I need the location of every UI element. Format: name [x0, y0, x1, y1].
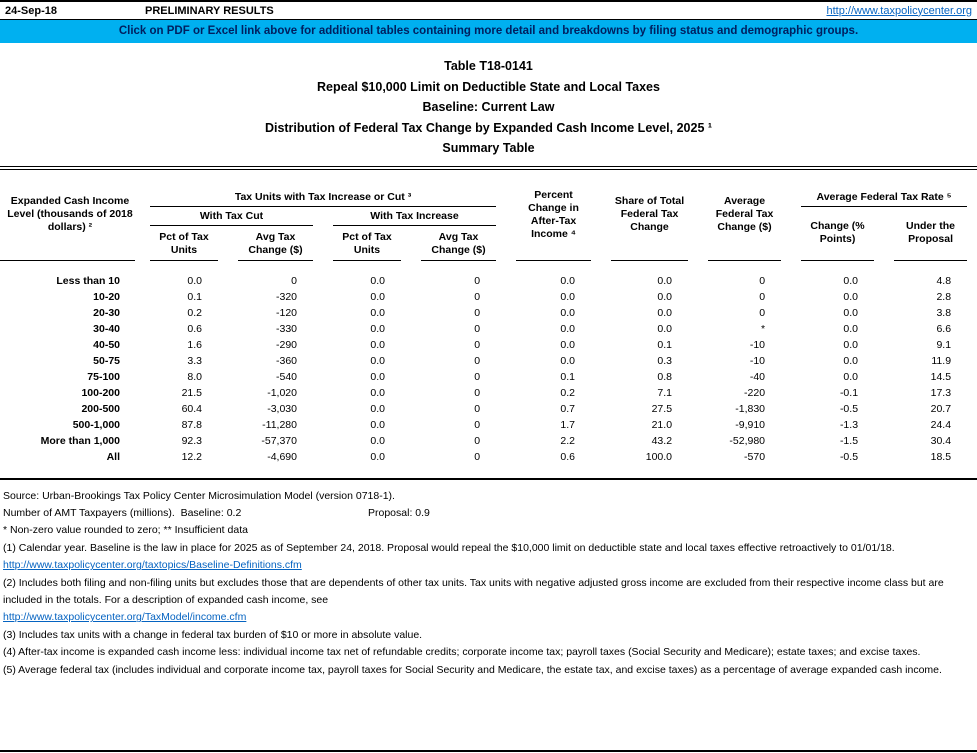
- note-1: (1) Calendar year. Baseline is the law in place for 2025 as of September 24, 2018. Proposal would repeal the $10,000 limit on deductible state and local taxes effective retroactively to 01/01/18.: [3, 541, 895, 554]
- cell-cut_avg: -320: [275, 290, 297, 303]
- group-header-tax-units: Tax Units with Tax Increase or Cut ³: [140, 168, 506, 207]
- table-row: [0, 353, 977, 369]
- cell-ati_pct: 0.7: [560, 402, 576, 415]
- amt-baseline-value: Baseline: 0.2: [180, 506, 242, 519]
- cell-inc_avg: 0: [474, 354, 481, 367]
- cell-avg_change: -220: [744, 386, 766, 399]
- cell-cut_pct: 60.4: [181, 402, 202, 415]
- cell-cut_pct: 92.3: [181, 434, 202, 447]
- row-label: 30-40: [93, 322, 120, 335]
- cell-inc_avg: 0: [474, 450, 481, 463]
- cell-ati_pct: 0.0: [560, 338, 576, 351]
- cell-inc_avg: 0: [474, 306, 481, 319]
- amt-proposal-value: Proposal: 0.9: [368, 506, 430, 519]
- cell-cut_avg: -4,690: [267, 450, 297, 463]
- cell-ati_pct: 0.6: [560, 450, 576, 463]
- summary-table: [0, 166, 977, 480]
- cell-rate_change: -0.1: [839, 386, 859, 399]
- cell-avg_change: -40: [749, 370, 766, 383]
- cell-rate_proposal: 17.3: [930, 386, 952, 399]
- cell-inc_avg: 0: [474, 290, 481, 303]
- cell-inc_avg: 0: [474, 274, 481, 287]
- cell-rate_proposal: 4.8: [936, 274, 952, 287]
- col-header-rate-proposal: Under the Proposal: [906, 220, 956, 245]
- note-4: (4) After-tax income is expanded cash income less: individual income tax net of refundable credits; corporate income tax; payroll taxes (Social Security and Medicare); estate taxes; and excise taxes.: [3, 646, 921, 659]
- row-label: 500-1,000: [72, 418, 120, 431]
- cell-ati_pct: 0.0: [560, 306, 576, 319]
- col-header-inc-avg: Avg Tax Change ($): [431, 230, 486, 256]
- cell-inc_pct: 0.0: [370, 418, 385, 431]
- cell-inc_pct: 0.0: [370, 290, 385, 303]
- cell-avg_change: -570: [744, 450, 766, 463]
- cell-share: 21.0: [651, 418, 673, 431]
- row-label: 10-20: [93, 290, 120, 303]
- cell-cut_avg: -57,370: [261, 434, 297, 447]
- cell-cut_avg: -11,280: [262, 418, 297, 431]
- table-row: [0, 305, 977, 321]
- cell-inc_avg: 0: [474, 418, 481, 431]
- cell-share: 43.2: [651, 434, 673, 447]
- cell-cut_avg: -330: [275, 322, 297, 335]
- amt-taxpayers-note: [3, 505, 977, 522]
- col-header-rate-change: Change (% Points): [810, 220, 865, 245]
- cell-share: 0.0: [657, 290, 673, 303]
- cell-cut_pct: 1.6: [187, 338, 202, 351]
- cell-inc_pct: 0.0: [370, 402, 385, 415]
- cell-inc_avg: 0: [474, 402, 481, 415]
- cell-ati_pct: 0.0: [560, 274, 576, 287]
- amt-label: Number of AMT Taxpayers (millions).: [3, 506, 175, 519]
- cell-share: 0.0: [657, 274, 673, 287]
- cell-cut_pct: 21.5: [181, 386, 202, 399]
- cell-rate_change: 0.0: [843, 290, 859, 303]
- cell-cut_avg: -3,030: [267, 402, 297, 415]
- cell-cut_avg: -540: [275, 370, 297, 383]
- tpc-home-link[interactable]: http://www.taxpolicycenter.org: [826, 4, 972, 17]
- row-label: 40-50: [93, 338, 120, 351]
- report-date: 24-Sep-18: [5, 4, 57, 17]
- cell-inc_pct: 0.0: [370, 370, 385, 383]
- cell-inc_avg: 0: [474, 322, 481, 335]
- cell-rate_change: 0.0: [843, 354, 859, 367]
- cell-rate_proposal: 6.6: [936, 322, 952, 335]
- row-label: Less than 10: [56, 274, 120, 287]
- cell-share: 0.3: [657, 354, 673, 367]
- table-row: [0, 289, 977, 305]
- cell-inc_pct: 0.0: [370, 338, 385, 351]
- cell-rate_proposal: 30.4: [930, 434, 952, 447]
- distribution-title: Distribution of Federal Tax Change by Expanded Cash Income Level, 2025 ¹: [264, 120, 713, 135]
- cell-rate_change: -1.5: [839, 434, 859, 447]
- source-note: Source: Urban-Brookings Tax Policy Center Microsimulation Model (version 0718-1).: [3, 489, 395, 502]
- cell-ati_pct: 0.0: [560, 354, 576, 367]
- cell-avg_change: -10: [749, 354, 766, 367]
- cell-share: 100.0: [645, 450, 673, 463]
- col-header-income: Expanded Cash Income Level (thousands of 2018 dollars) ²: [7, 195, 133, 233]
- cell-rate_proposal: 20.7: [930, 402, 952, 415]
- cell-inc_pct: 0.0: [370, 386, 385, 399]
- cell-inc_pct: 0.0: [370, 450, 385, 463]
- cell-rate_proposal: 24.4: [930, 418, 952, 431]
- cell-avg_change: *: [760, 322, 766, 335]
- cell-rate_proposal: 14.5: [930, 370, 952, 383]
- cell-rate_change: -1.3: [839, 418, 859, 431]
- cell-cut_pct: 12.2: [181, 450, 202, 463]
- cell-inc_avg: 0: [474, 434, 481, 447]
- cell-avg_change: -9,910: [735, 418, 766, 431]
- cell-rate_proposal: 9.1: [936, 338, 952, 351]
- table-row: [0, 273, 977, 289]
- cell-inc_pct: 0.0: [370, 274, 385, 287]
- cell-rate_change: 0.0: [843, 322, 859, 335]
- col-header-cut-pct: Pct of Tax Units: [159, 230, 209, 256]
- cell-cut_pct: 0.1: [187, 290, 202, 303]
- cell-cut_avg: -1,020: [267, 386, 297, 399]
- cell-inc_pct: 0.0: [370, 322, 385, 335]
- table-row: [0, 337, 977, 353]
- table-row: [0, 321, 977, 337]
- cell-ati_pct: 0.2: [560, 386, 576, 399]
- cell-rate_change: -0.5: [839, 402, 859, 415]
- cell-share: 7.1: [657, 386, 673, 399]
- note-3: (3) Includes tax units with a change in federal tax burden of $10 or more in absolute value.: [3, 628, 423, 641]
- cell-cut_pct: 8.0: [187, 370, 202, 383]
- summary-table-label: Summary Table: [442, 141, 535, 155]
- header-underline-row: [0, 260, 977, 273]
- cell-cut_pct: 0.6: [187, 322, 202, 335]
- row-label: More than 1,000: [40, 434, 120, 447]
- cell-rate_proposal: 3.8: [936, 306, 952, 319]
- row-label: 100-200: [81, 386, 120, 399]
- row-label: 200-500: [81, 402, 120, 415]
- cell-avg_change: -52,980: [729, 434, 766, 447]
- cell-cut_pct: 0.2: [187, 306, 202, 319]
- table-title: Repeal $10,000 Limit on Deductible State and Local Taxes: [317, 79, 660, 94]
- cell-cut_avg: -360: [275, 354, 297, 367]
- income-definition-link[interactable]: http://www.taxpolicycenter.org/TaxModel/income.cfm: [3, 611, 247, 624]
- row-label: 75-100: [87, 370, 120, 383]
- row-label: 50-75: [93, 354, 120, 367]
- cell-inc_avg: 0: [474, 370, 481, 383]
- cell-ati_pct: 0.0: [560, 290, 576, 303]
- cell-cut_avg: 0: [291, 274, 297, 287]
- note-2: (2) Includes both filing and non-filing units but excludes those that are dependents of other tax units. Tax units with negative adjusted gross income are excluded from their respective income class but are included in the totals. For a description of expanded cash income, see: [3, 576, 944, 606]
- cell-inc_avg: 0: [474, 338, 481, 351]
- cell-inc_avg: 0: [474, 386, 481, 399]
- cell-avg_change: 0: [759, 274, 766, 287]
- row-label: All: [106, 450, 120, 463]
- table-row: [0, 385, 977, 401]
- col-header-share-total: Share of Total Federal Tax Change: [614, 195, 685, 233]
- cell-avg_change: 0: [759, 290, 766, 303]
- cell-share: 0.8: [657, 370, 673, 383]
- cell-inc_pct: 0.0: [370, 354, 385, 367]
- col-header-cut-avg: Avg Tax Change ($): [248, 230, 303, 256]
- group-header-avg-rate: Average Federal Tax Rate ⁵: [791, 168, 977, 207]
- col-header-inc-pct: Pct of Tax Units: [342, 230, 392, 256]
- cell-inc_pct: 0.0: [370, 306, 385, 319]
- cell-rate_proposal: 11.9: [931, 354, 952, 367]
- row-label: 20-30: [93, 306, 120, 319]
- cell-ati_pct: 0.1: [560, 370, 576, 383]
- preliminary-results-label: PRELIMINARY RESULTS: [145, 4, 274, 17]
- cell-cut_avg: -120: [275, 306, 297, 319]
- baseline-label: Baseline: Current Law: [422, 100, 555, 114]
- col-header-pct-change-ati: Percent Change in After-Tax Income ⁴: [528, 188, 579, 240]
- cell-rate_change: 0.0: [843, 338, 859, 351]
- group-header-with-increase: With Tax Increase: [323, 207, 506, 226]
- cell-avg_change: 0: [759, 306, 766, 319]
- cell-rate_change: -0.5: [839, 450, 859, 463]
- table-row: [0, 433, 977, 449]
- table-number: Table T18-0141: [444, 59, 533, 73]
- cell-share: 0.1: [657, 338, 673, 351]
- legend-note: * Non-zero value rounded to zero; ** Insufficient data: [3, 524, 248, 537]
- cell-rate_change: 0.0: [843, 274, 859, 287]
- cell-ati_pct: 0.0: [560, 322, 576, 335]
- cell-ati_pct: 1.7: [560, 418, 576, 431]
- cell-ati_pct: 2.2: [560, 434, 576, 447]
- cell-share: 0.0: [657, 322, 673, 335]
- cell-rate_change: 0.0: [843, 306, 859, 319]
- cell-cut_avg: -290: [275, 338, 297, 351]
- cell-avg_change: -1,830: [735, 402, 766, 415]
- cell-cut_pct: 0.0: [187, 274, 202, 287]
- cell-rate_proposal: 2.8: [936, 290, 952, 303]
- title-block: [0, 56, 977, 159]
- table-row: [0, 417, 977, 433]
- cell-rate_change: 0.0: [843, 370, 859, 383]
- cell-share: 0.0: [657, 306, 673, 319]
- cell-cut_pct: 3.3: [187, 354, 202, 367]
- table-row: [0, 401, 977, 417]
- cell-avg_change: -10: [749, 338, 766, 351]
- table-row: [0, 369, 977, 385]
- group-header-with-cut: With Tax Cut: [140, 207, 323, 226]
- note-5: (5) Average federal tax (includes individual and corporate income tax, payroll taxes for Social Security and Medicare, the estate tax, and excise taxes) as a percentage of average expanded cash income.: [3, 663, 942, 676]
- top-bar: [0, 2, 977, 20]
- footnotes: [0, 488, 977, 679]
- baseline-definitions-link[interactable]: http://www.taxpolicycenter.org/taxtopics/Baseline-Definitions.cfm: [3, 559, 302, 572]
- col-header-avg-fed-change: Average Federal Tax Change ($): [715, 195, 774, 233]
- cell-share: 27.5: [651, 402, 673, 415]
- cell-rate_proposal: 18.5: [930, 450, 952, 463]
- cell-cut_pct: 87.8: [181, 418, 202, 431]
- cell-inc_pct: 0.0: [370, 434, 385, 447]
- table-row: [0, 449, 977, 479]
- bottom-rule: [0, 750, 977, 752]
- info-banner: Click on PDF or Excel link above for additional tables containing more detail and breakdowns by filing status and demographic groups.: [0, 20, 977, 43]
